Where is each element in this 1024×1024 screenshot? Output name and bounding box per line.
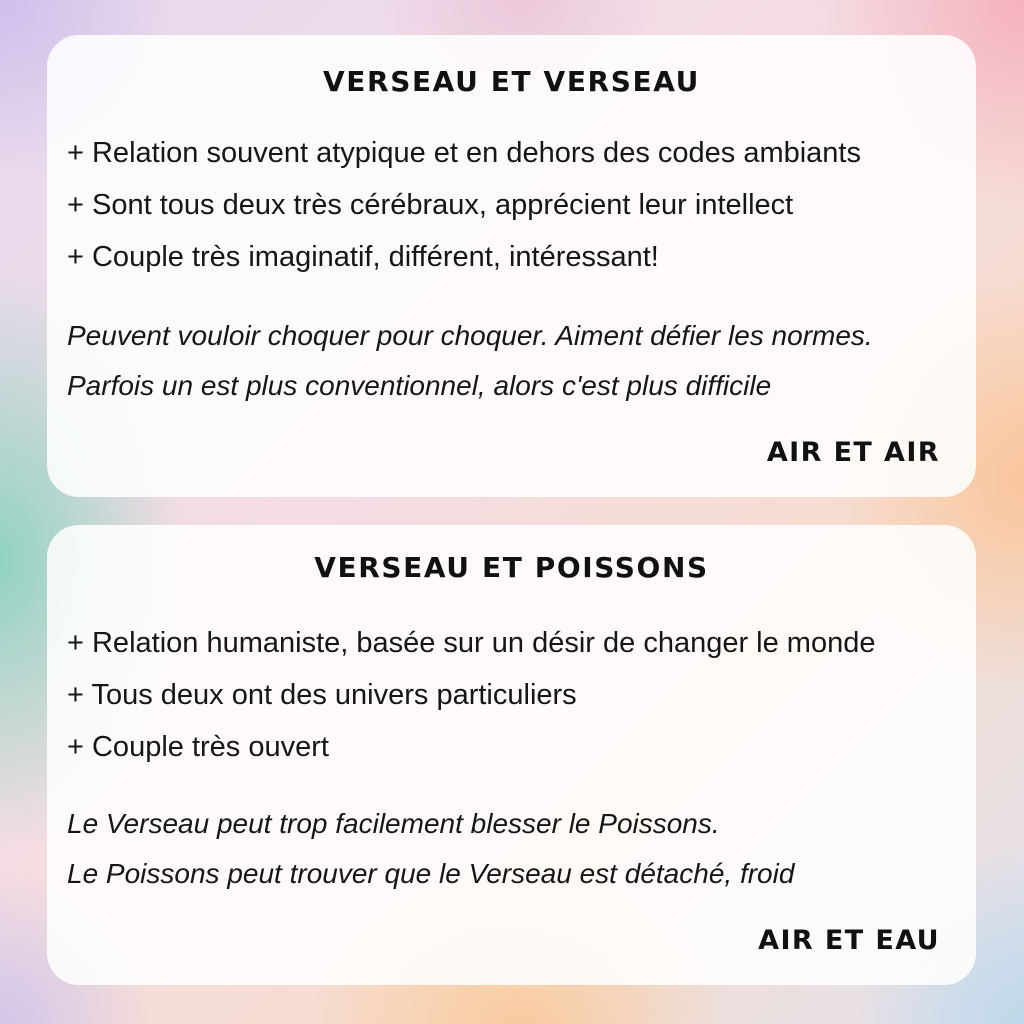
positive-points-list [67,617,966,773]
caution-note: Peuvent vouloir choquer pour choquer. Aiment défier les normes. [67,320,873,351]
caution-note: Parfois un est plus conventionnel, alors c'est plus difficile [67,370,772,401]
positive-point: + Relation souvent atypique et en dehors des codes ambiants [67,137,861,169]
positive-point: + Tous deux ont des univers particuliers [67,679,577,711]
caution-note: Le Poissons peut trouver que le Verseau est détaché, froid [67,858,795,889]
positive-points-list [67,127,966,283]
element-pairing-label: AIR ET EAU [758,925,940,956]
positive-point: + Couple très imaginatif, différent, intéressant! [67,241,659,273]
compatibility-card-verseau-poissons [47,525,976,985]
caution-note: Le Verseau peut trop facilement blesser le Poissons. [67,808,720,839]
positive-point: + Sont tous deux très cérébraux, apprécient leur intellect [67,189,794,221]
element-pairing-label: AIR ET AIR [766,437,940,468]
positive-point: + Relation humaniste, basée sur un désir de changer le monde [67,627,876,659]
card-title: VERSEAU ET VERSEAU [323,65,700,98]
caution-notes [67,311,966,411]
card-title: VERSEAU ET POISSONS [314,551,709,584]
caution-notes [67,799,966,899]
compatibility-card-verseau-verseau [47,35,976,497]
positive-point: + Couple très ouvert [67,731,329,763]
